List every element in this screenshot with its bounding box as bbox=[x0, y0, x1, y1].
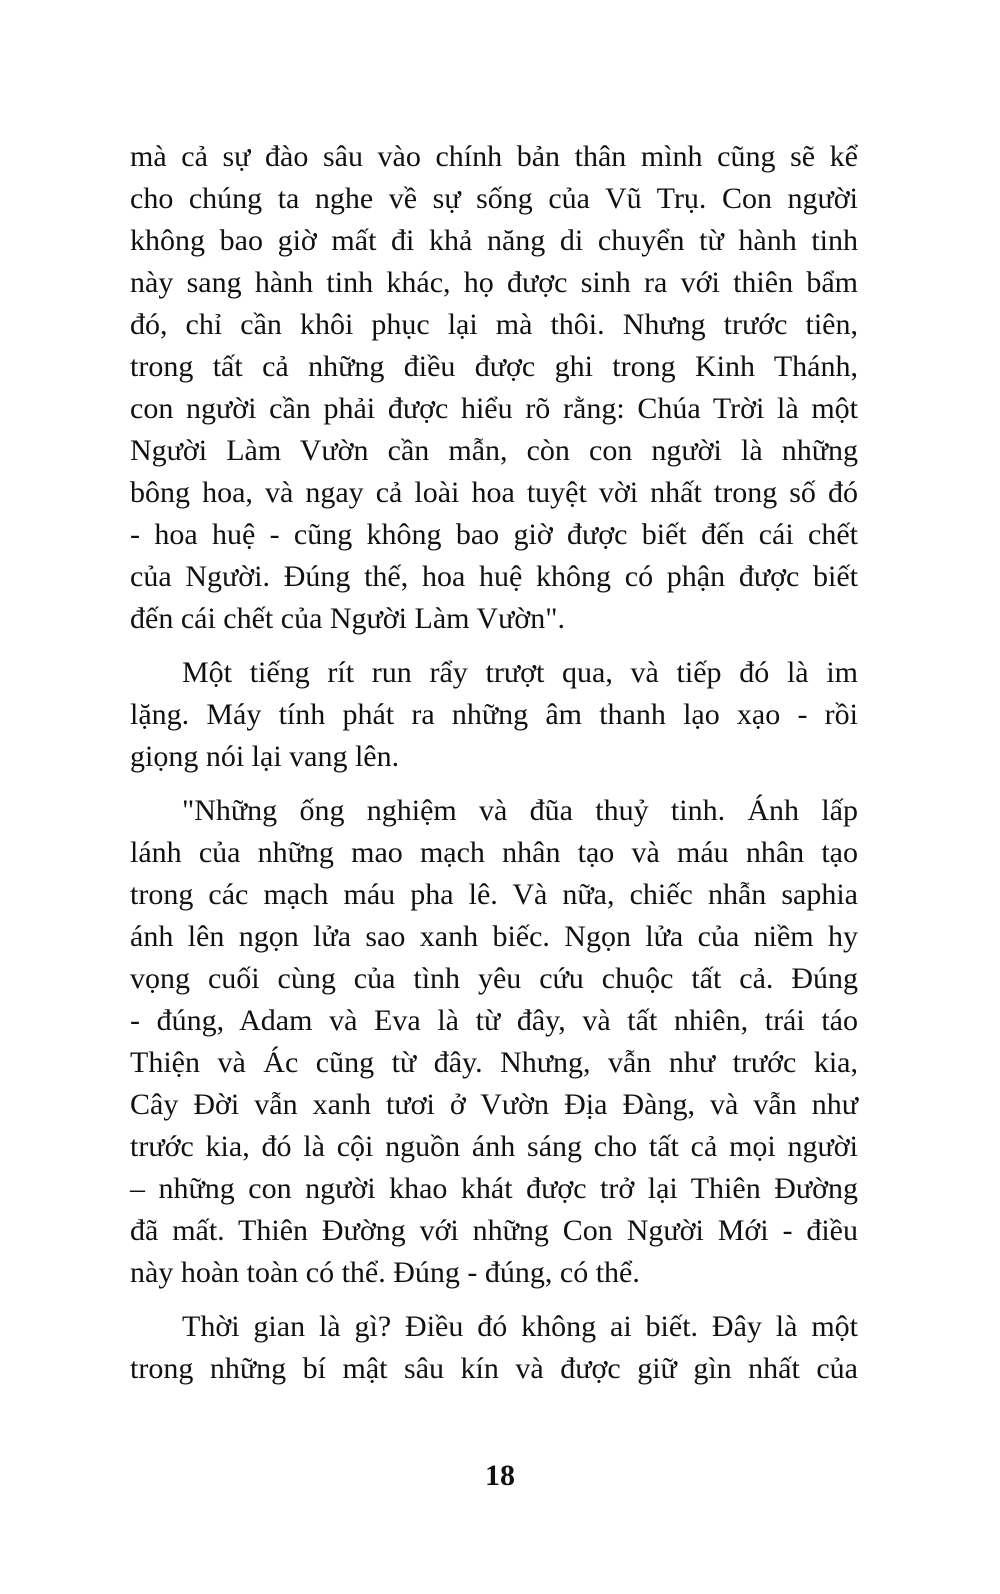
text-line: vọng cuối cùng của tình yêu cứu chuộc tất cả. Đúng bbox=[130, 962, 858, 995]
text-line: trước kia, đó là cội nguồn ánh sáng cho tất cả mọi người bbox=[130, 1130, 858, 1163]
text-line: "Những ống nghiệm và đũa thuỷ tinh. Ánh lấp bbox=[182, 794, 858, 827]
text-line: lánh của những mao mạch nhân tạo và máu nhân tạo bbox=[130, 836, 858, 869]
text-line: Thời gian là gì? Điều đó không ai biết. Đây là một bbox=[182, 1310, 858, 1343]
text-line: mà cả sự đào sâu vào chính bản thân mình cũng sẽ kể bbox=[130, 140, 858, 173]
text-line: trong tất cả những điều được ghi trong Kinh Thánh, bbox=[130, 350, 858, 383]
text-line: trong những bí mật sâu kín và được giữ gìn nhất của bbox=[130, 1352, 858, 1385]
text-line: của Người. Đúng thế, hoa huệ không có phận được biết bbox=[130, 560, 858, 593]
text-line: – những con người khao khát được trở lại Thiên Đường bbox=[130, 1172, 858, 1205]
text-line: Cây Đời vẫn xanh tươi ở Vườn Địa Đàng, và vẫn như bbox=[130, 1088, 858, 1121]
text-line: ánh lên ngọn lửa sao xanh biếc. Ngọn lửa của niềm hy bbox=[130, 920, 858, 953]
page-number: 18 bbox=[485, 1459, 515, 1492]
text-line: con người cần phải được hiểu rõ rằng: Chúa Trời là một bbox=[130, 392, 858, 425]
text-line: - hoa huệ - cũng không bao giờ được biết đến cái chết bbox=[130, 518, 858, 551]
text-line: không bao giờ mất đi khả năng di chuyển từ hành tinh bbox=[130, 224, 858, 257]
text-line: - đúng, Adam và Eva là từ đây, và tất nhiên, trái táo bbox=[130, 1004, 858, 1037]
paragraph-gap bbox=[130, 778, 858, 790]
text-line: cho chúng ta nghe về sự sống của Vũ Trụ. Con người bbox=[130, 182, 858, 215]
text-line: Người Làm Vườn cần mẫn, còn con người là những bbox=[130, 434, 858, 467]
text-line: Một tiếng rít run rẩy trượt qua, và tiếp đó là im bbox=[182, 656, 858, 689]
text-line: trong các mạch máu pha lê. Và nữa, chiếc nhẫn saphia bbox=[130, 878, 858, 911]
text-line: này hoàn toàn có thể. Đúng - đúng, có thể. bbox=[130, 1256, 640, 1289]
text-line: lặng. Máy tính phát ra những âm thanh lạo xạo - rồi bbox=[130, 698, 858, 731]
body-text bbox=[130, 136, 858, 1390]
text-line: giọng nói lại vang lên. bbox=[130, 740, 400, 773]
text-line: đó, chỉ cần khôi phục lại mà thôi. Nhưng trước tiên, bbox=[130, 308, 858, 341]
text-line: bông hoa, và ngay cả loài hoa tuyệt vời nhất trong số đó bbox=[130, 476, 858, 509]
paragraph-gap bbox=[130, 640, 858, 652]
text-line: Thiện và Ác cũng từ đây. Nhưng, vẫn như trước kia, bbox=[130, 1046, 858, 1079]
text-line: này sang hành tinh khác, họ được sinh ra với thiên bẩm bbox=[130, 266, 858, 299]
paragraph-gap bbox=[130, 1294, 858, 1306]
text-line: đến cái chết của Người Làm Vườn". bbox=[130, 602, 565, 635]
text-line: đã mất. Thiên Đường với những Con Người Mới - điều bbox=[130, 1214, 858, 1247]
